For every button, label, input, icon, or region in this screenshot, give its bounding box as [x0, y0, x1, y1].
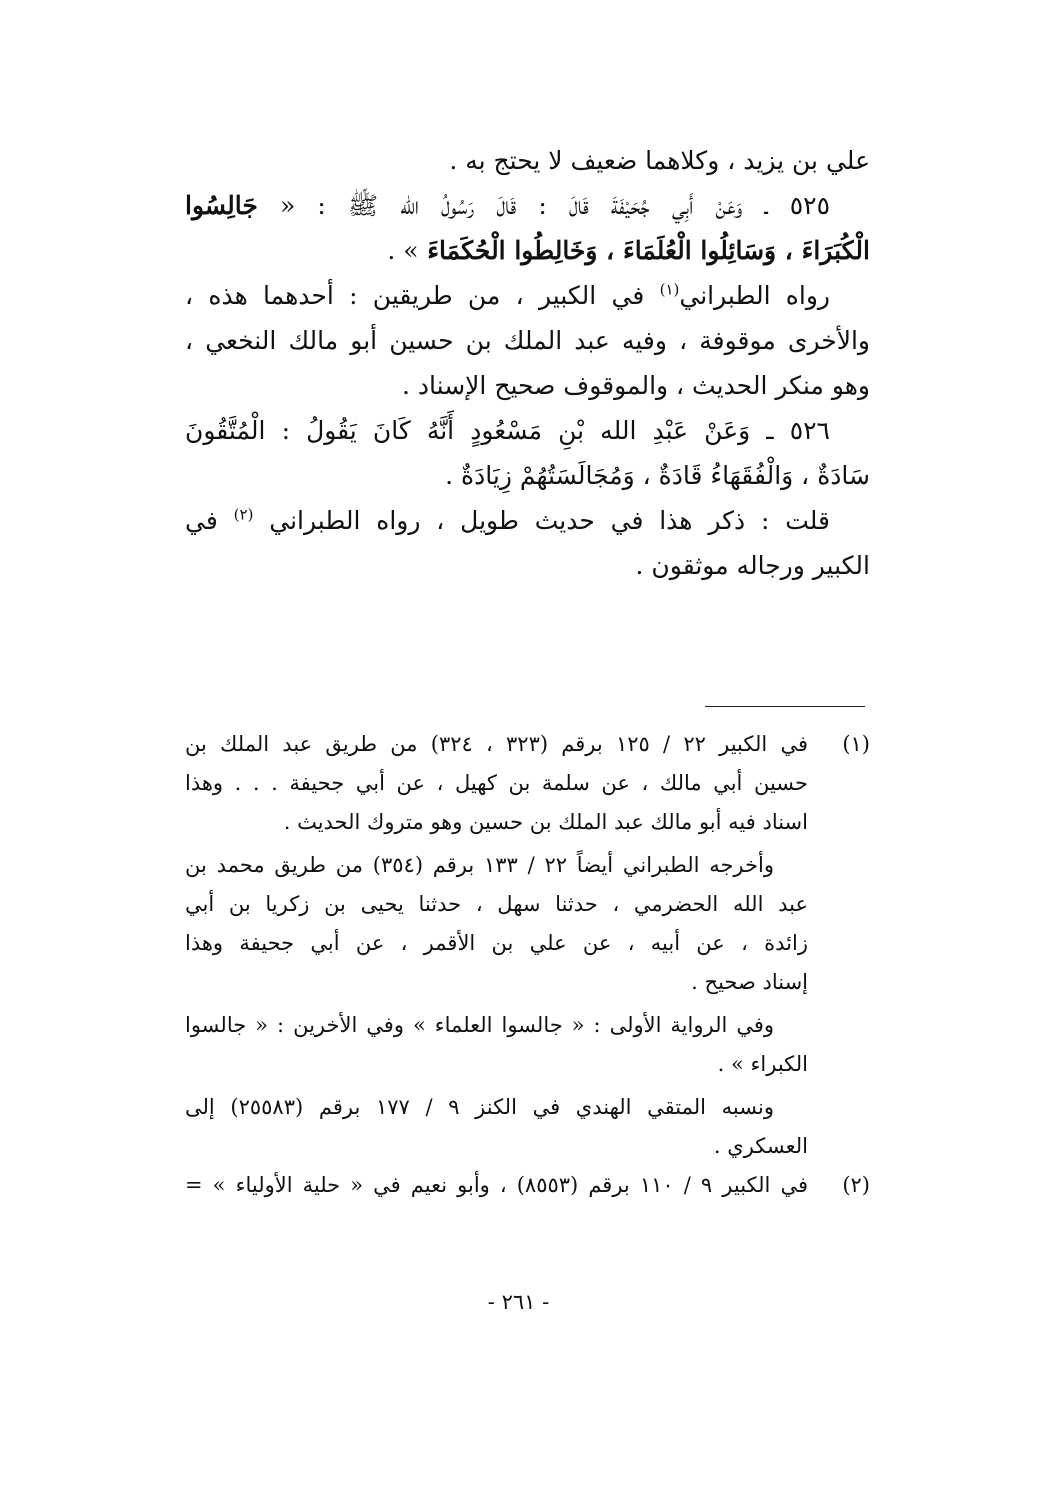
footnote-ref-1[interactable]: (١): [659, 280, 680, 299]
takhrij-line: [185, 273, 870, 318]
footnote-divider: [705, 706, 865, 707]
footnote-number: (٢): [842, 1173, 870, 1197]
page-number: - ٢٦١ -: [487, 1290, 550, 1314]
footnote-line: اسناد فيه أبو مالك عبد الملك بن حسين وهو متروك الحديث .: [283, 810, 808, 834]
comment-text: في: [185, 506, 218, 535]
footnote-ref-2[interactable]: (٢): [233, 505, 254, 524]
footnote-line: العسكري .: [713, 1134, 808, 1158]
footnote-line: وفي الرواية الأولى : « جالسوا العلماء » وفي الأخرين : « جالسوا: [185, 1013, 774, 1037]
footnote-line: إسناد صحيح .: [691, 970, 808, 994]
hadith-525-quote-cont: الْكُبَرَاءَ ، وَسَائِلُوا الْعُلَمَاءَ ، وَخَالِطُوا الْحُكَمَاءَ: [427, 236, 870, 265]
hadith-525-quote: جَالِسُوا: [185, 191, 258, 220]
footnote-paragraph: [185, 1088, 808, 1166]
text-line: علي بن يزيد ، وكلاهما ضعيف لا يحتج به .: [449, 146, 870, 175]
hadith-525-quote-line: [185, 228, 870, 273]
footnote-line: وأخرجه الطبراني أيضاً ٢٢ / ١٣٣ برقم (٣٥٤) من طريق محمد بن: [185, 853, 774, 877]
hadith-525-close: » .: [387, 236, 419, 265]
footnote-line: في الكبير ٢٢ / ١٢٥ برقم (٣٢٣ ، ٣٢٤) من طريق عبد الملك بن: [185, 732, 808, 756]
hadith-526-line: ٥٢٦ ـ وَعَنْ عَبْدِ الله بْنِ مَسْعُودٍ أَنَّهُ كَانَ يَقُولُ : الْمُتَّقُونَ: [185, 416, 830, 445]
footnote-line: عبد الله الحضرمي ، حدثنا سهل ، حدثنا يحيى بن زكريا بن أبي: [185, 892, 808, 916]
footnote-paragraph: [185, 846, 808, 1002]
comment-line: [185, 498, 870, 543]
hadith-526-line: سَادَةٌ ، وَالْفُقَهَاءُ قَادَةٌ ، وَمُجَالَسَتُهُمْ زِيَادَةٌ .: [445, 461, 870, 490]
footnote-line: ونسبه المتقي الهندي في الكنز ٩ / ١٧٧ برقم (٢٥٥٨٣) إلى: [185, 1095, 774, 1119]
footnotes: [185, 725, 870, 1205]
footnote-line: في الكبير ٩ / ١١٠ برقم (٨٥٥٣) ، وأبو نعيم في « حلية الأولياء » =: [185, 1173, 808, 1197]
text-line: وهو منكر الحديث ، والموقوف صحيح الإسناد .: [402, 371, 870, 400]
takhrij-text: في الكبير ، من طريقين : أحدهما هذه ،: [185, 281, 645, 310]
takhrij-text: رواه الطبراني: [679, 281, 830, 310]
footnote-1: [185, 725, 870, 1166]
footnote-2: [185, 1166, 870, 1205]
comment-text: قلت : ذكر هذا في حديث طويل ، رواه الطبراني: [269, 506, 830, 535]
text-line: الكبير ورجاله موثقون .: [635, 551, 870, 580]
footnote-number: (١): [842, 732, 870, 756]
main-text: [185, 138, 870, 588]
footnote-line: زائدة ، عن أبيه ، عن علي بن الأقمر ، عن أبي جحيفة وهذا: [185, 931, 808, 955]
footnote-line: حسين أبي مالك ، عن سلمة بن كهيل ، عن أبي جحيفة . . . وهذا: [185, 771, 808, 795]
text-line: والأخرى موقوفة ، وفيه عبد الملك بن حسين أبو مالك النخعي ،: [185, 326, 871, 355]
hadith-525-line: [185, 183, 870, 228]
hadith-525-intro: ٥٢٥ ـ وَعَنْ أَبِي جُحَيْفَةَ قَالَ : قَالَ رَسُولُ الله ﷺ : «: [279, 191, 831, 220]
footnote-line: الكبراء » .: [717, 1052, 808, 1076]
footnote-paragraph: [185, 1006, 808, 1084]
